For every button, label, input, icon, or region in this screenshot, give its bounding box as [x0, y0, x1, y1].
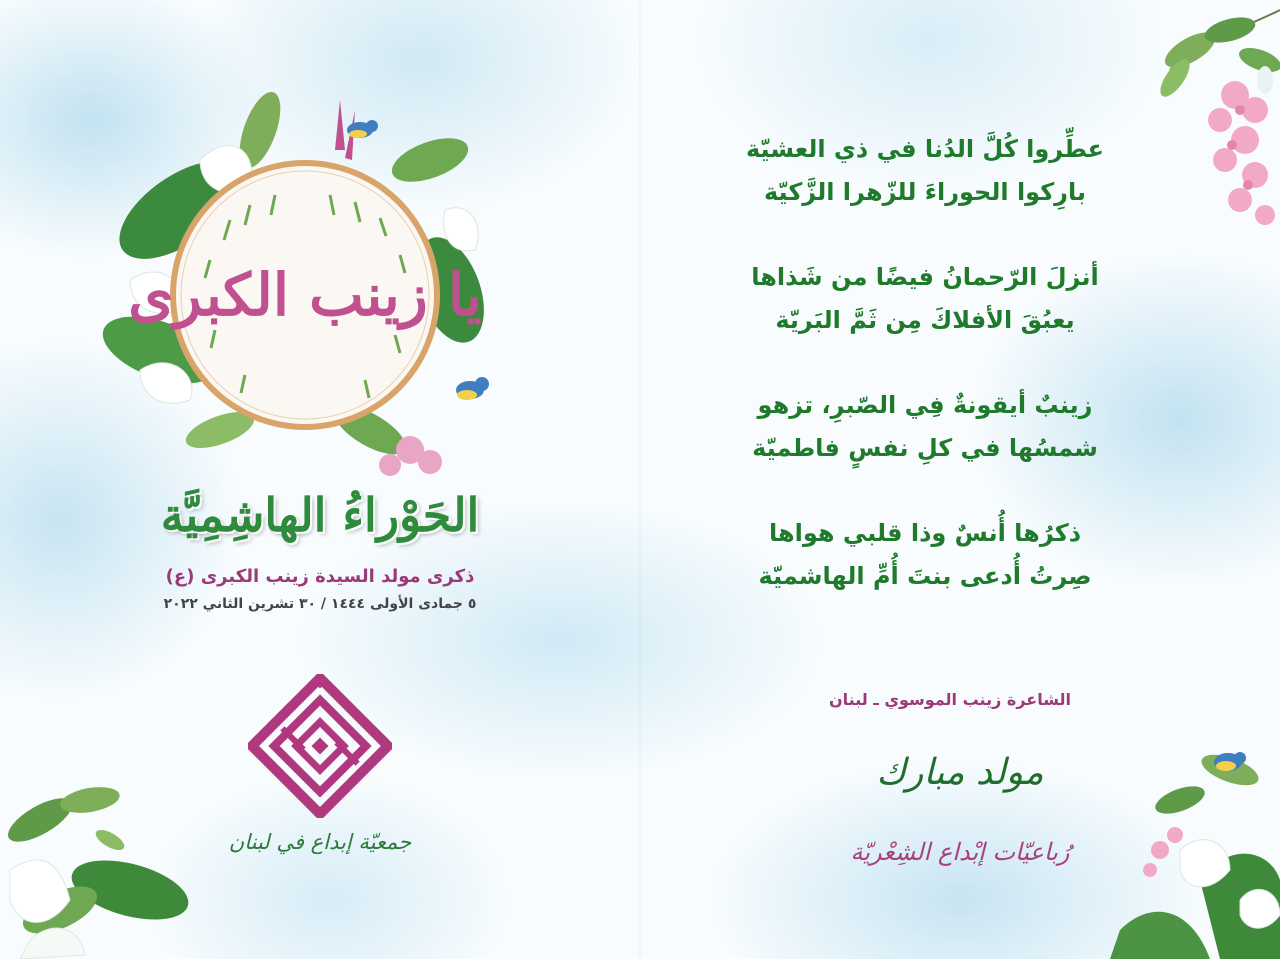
occasion-date: ٥ جمادى الأولى ١٤٤٤ / ٣٠ تشرين الثاني ٢٠٢٢	[163, 596, 477, 612]
card-title: الحَوْراءُ الهاشِمِيَّة	[160, 488, 480, 542]
verse: عطِّروا كُلَّ الدُنا في ذي العشيّة	[746, 135, 1104, 163]
bird-icon	[347, 120, 378, 138]
verse: شمسُها في كلِ نفسٍ فاطميّة	[752, 434, 1098, 462]
floral-corner-bottom-right-icon	[1080, 730, 1280, 959]
verse: بارِكوا الحوراءَ للزّهرا الزَّكيّة	[763, 178, 1087, 206]
occasion-subtitle: ذكرى مولد السيدة زينب الكبرى (ع)	[165, 566, 475, 587]
emblem-wreath-icon	[90, 90, 520, 490]
verse: يعبُقَ الأفلاكَ مِن ثَمَّ البَريّة	[775, 306, 1075, 334]
stanza	[700, 384, 1150, 470]
poet-credit: الشاعرة زينب الموسوي ـ لبنان	[829, 690, 1071, 709]
poem	[700, 128, 1150, 640]
kufi-square-logo-icon	[248, 674, 392, 818]
association-name: جمعيّة إبداع في لبنان	[228, 830, 412, 854]
floral-corner-bottom-left-icon	[0, 780, 210, 959]
bird-icon	[456, 377, 489, 400]
greeting-calligraphy: مولد مبارك	[876, 752, 1044, 793]
verse: زينبٌ أيقونةٌ فِي الصّبرِ، تزهو	[757, 391, 1093, 419]
page-fold	[638, 0, 642, 959]
emblem-calligraphy: يا زينب الكبرى	[128, 261, 482, 329]
verse: ذكرُها أُنسٌ وذا قلبي هواها	[768, 519, 1082, 547]
stanza	[700, 128, 1150, 214]
verse: أنزلَ الرّحمانُ فيضًا من شَذاها	[751, 263, 1099, 291]
collection-title: رُباعيّات إبْداع الشِعْريّة	[850, 838, 1070, 866]
verse: صِرتُ أُدعى بنتَ أُمِّ الهاشميّة	[758, 562, 1092, 590]
stanza	[700, 512, 1150, 598]
stanza	[700, 256, 1150, 342]
